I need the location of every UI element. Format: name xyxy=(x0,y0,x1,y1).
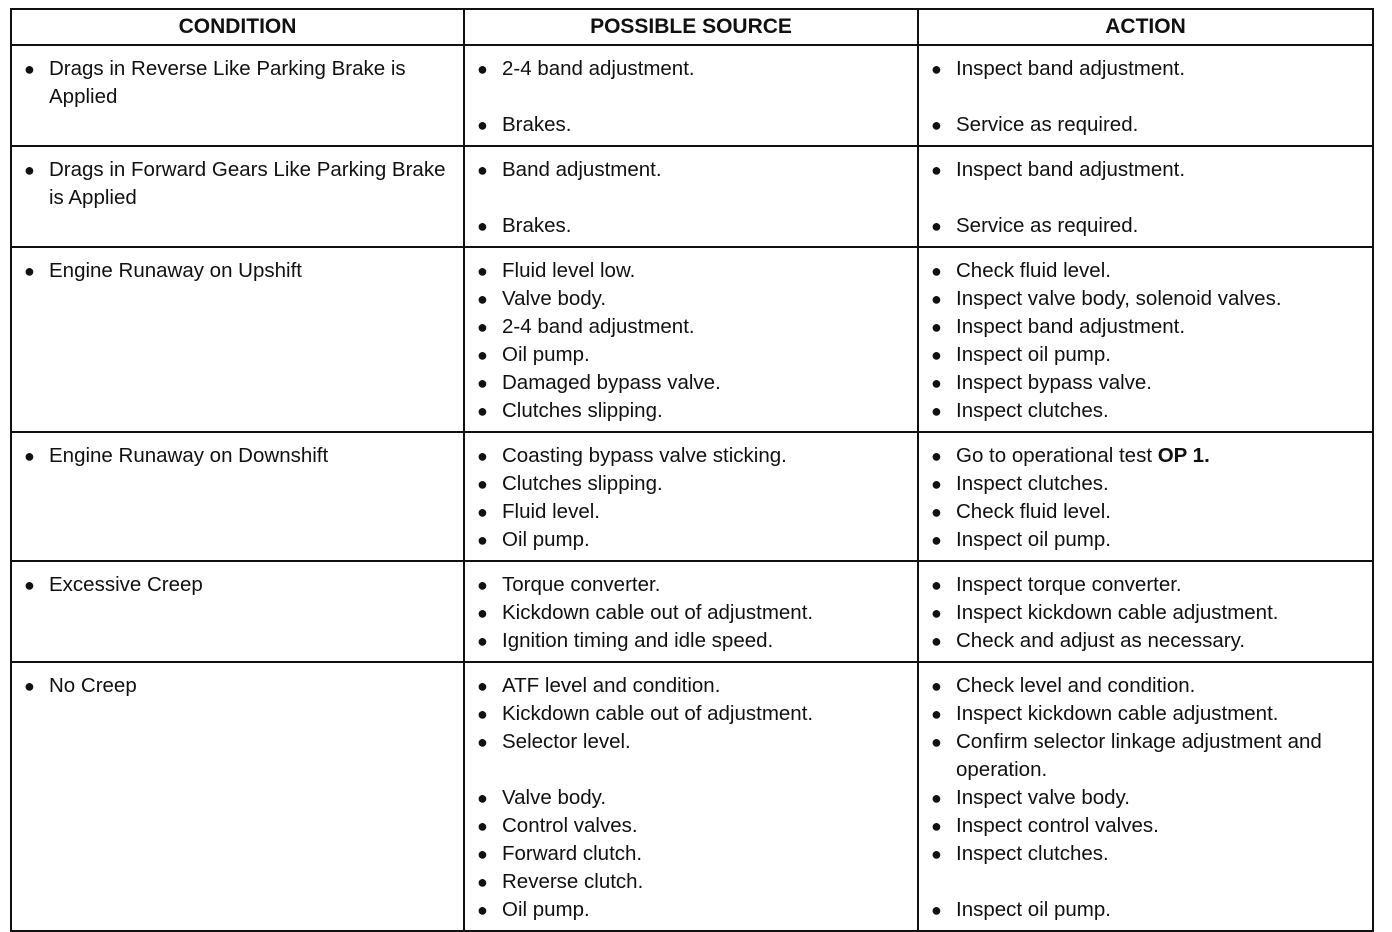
bullet-icon: ● xyxy=(931,732,942,752)
bullet-icon: ● xyxy=(477,575,488,595)
bullet-icon: ● xyxy=(931,373,942,393)
bullet-icon: ● xyxy=(477,530,488,550)
bullet-icon: ● xyxy=(931,844,942,864)
bullet-icon: ● xyxy=(931,676,942,696)
bullet-icon: ● xyxy=(477,345,488,365)
bullet-icon: ● xyxy=(931,216,942,236)
source-text: Brakes. xyxy=(502,214,572,237)
action-text: Inspect torque converter. xyxy=(956,573,1182,596)
bullet-icon: ● xyxy=(931,900,942,920)
action-cell xyxy=(918,561,1373,662)
table-row xyxy=(11,45,1373,146)
bullet-icon: ● xyxy=(931,160,942,180)
condition-text: Drags in Forward Gears Like Parking Brake is Applied xyxy=(49,158,446,209)
source-text: Clutches slipping. xyxy=(502,399,663,422)
action-text: Inspect clutches. xyxy=(956,399,1109,422)
bullet-icon: ● xyxy=(24,261,35,281)
bullet-icon: ● xyxy=(931,530,942,550)
bullet-icon: ● xyxy=(477,59,488,79)
bullet-icon: ● xyxy=(477,872,488,892)
bullet-icon: ● xyxy=(477,502,488,522)
source-text: Oil pump. xyxy=(502,898,590,921)
source-text: ATF level and condition. xyxy=(502,674,721,697)
source-cell xyxy=(464,561,918,662)
bullet-icon: ● xyxy=(477,261,488,281)
bullet-icon: ● xyxy=(477,474,488,494)
action-cell xyxy=(918,247,1373,432)
condition-cell xyxy=(11,247,464,432)
action-text: Check fluid level. xyxy=(956,259,1111,282)
action-text: Inspect bypass valve. xyxy=(956,371,1152,394)
source-text: Torque converter. xyxy=(502,573,661,596)
source-text: Coasting bypass valve sticking. xyxy=(502,444,787,467)
bullet-icon: ● xyxy=(477,788,488,808)
source-text: Valve body. xyxy=(502,287,607,310)
action-text: Inspect clutches. xyxy=(956,472,1109,495)
bullet-icon: ● xyxy=(931,816,942,836)
condition-text: Excessive Creep xyxy=(49,573,203,596)
bullet-icon: ● xyxy=(931,345,942,365)
source-text: Ignition timing and idle speed. xyxy=(502,629,774,652)
source-text: Valve body. xyxy=(502,786,607,809)
bullet-icon: ● xyxy=(477,401,488,421)
action-text: Inspect clutches. xyxy=(956,842,1109,865)
bullet-icon: ● xyxy=(931,289,942,309)
bullet-icon: ● xyxy=(931,704,942,724)
action-text: Check fluid level. xyxy=(956,500,1111,523)
source-text: Clutches slipping. xyxy=(502,472,663,495)
condition-text: Engine Runaway on Upshift xyxy=(49,259,302,282)
action-text: Check and adjust as necessary. xyxy=(956,629,1246,652)
bullet-icon: ● xyxy=(477,373,488,393)
source-text: Fluid level low. xyxy=(502,259,636,282)
source-text: Forward clutch. xyxy=(502,842,643,865)
header-action: ACTION xyxy=(918,9,1373,45)
action-text: Inspect kickdown cable adjustment. xyxy=(956,702,1279,725)
source-text: Band adjustment. xyxy=(502,158,662,181)
action-text: Inspect band adjustment. xyxy=(956,315,1186,338)
source-text: Brakes. xyxy=(502,113,572,136)
source-text: Oil pump. xyxy=(502,343,590,366)
action-text: Inspect control valves. xyxy=(956,814,1159,837)
source-text: 2-4 band adjustment. xyxy=(502,315,695,338)
header-possible-source: POSSIBLE SOURCE xyxy=(464,9,918,45)
bullet-icon: ● xyxy=(477,704,488,724)
condition-text: No Creep xyxy=(49,674,137,697)
bullet-icon: ● xyxy=(477,676,488,696)
source-cell xyxy=(464,432,918,561)
bullet-icon: ● xyxy=(931,59,942,79)
bullet-icon: ● xyxy=(931,631,942,651)
bullet-icon: ● xyxy=(477,900,488,920)
bullet-icon: ● xyxy=(477,844,488,864)
action-text: Inspect valve body. xyxy=(956,786,1130,809)
bullet-icon: ● xyxy=(24,59,35,79)
bullet-icon: ● xyxy=(477,216,488,236)
source-text: Fluid level. xyxy=(502,500,600,523)
action-text: Service as required. xyxy=(956,113,1139,136)
source-cell xyxy=(464,45,918,146)
source-cell xyxy=(464,662,918,931)
bullet-icon: ● xyxy=(477,631,488,651)
bullet-icon: ● xyxy=(477,446,488,466)
diagnosis-table xyxy=(10,8,1374,932)
table-row xyxy=(11,146,1373,247)
condition-cell xyxy=(11,45,464,146)
action-text: Inspect band adjustment. xyxy=(956,57,1186,80)
action-text: Check level and condition. xyxy=(956,674,1196,697)
header-row xyxy=(11,9,1373,45)
action-cell xyxy=(918,45,1373,146)
bullet-icon: ● xyxy=(477,816,488,836)
condition-cell xyxy=(11,662,464,931)
bullet-icon: ● xyxy=(477,115,488,135)
table-row xyxy=(11,432,1373,561)
bullet-icon: ● xyxy=(931,474,942,494)
source-text: Kickdown cable out of adjustment. xyxy=(502,702,814,725)
bullet-icon: ● xyxy=(24,160,35,180)
bullet-icon: ● xyxy=(477,289,488,309)
bullet-icon: ● xyxy=(477,160,488,180)
condition-cell xyxy=(11,561,464,662)
bullet-icon: ● xyxy=(477,317,488,337)
bullet-icon: ● xyxy=(931,502,942,522)
action-text: Confirm selector linkage adjustment and operation. xyxy=(956,730,1322,781)
action-text: Inspect oil pump. xyxy=(956,528,1111,551)
source-text: Kickdown cable out of adjustment. xyxy=(502,601,814,624)
header-condition: CONDITION xyxy=(11,9,464,45)
bullet-icon: ● xyxy=(477,603,488,623)
action-text: Service as required. xyxy=(956,214,1139,237)
action-text-prefix: Go to operational test xyxy=(956,444,1158,467)
condition-cell xyxy=(11,432,464,561)
bullet-icon: ● xyxy=(931,603,942,623)
condition-cell xyxy=(11,146,464,247)
condition-text: Engine Runaway on Downshift xyxy=(49,444,329,467)
action-text: Inspect oil pump. xyxy=(956,343,1111,366)
action-cell xyxy=(918,662,1373,931)
bullet-icon: ● xyxy=(931,401,942,421)
source-text: 2-4 band adjustment. xyxy=(502,57,695,80)
table-row xyxy=(11,662,1373,931)
bullet-icon: ● xyxy=(24,575,35,595)
bullet-icon: ● xyxy=(931,261,942,281)
bullet-icon: ● xyxy=(931,575,942,595)
action-text xyxy=(956,442,1364,470)
bullet-icon: ● xyxy=(931,446,942,466)
source-cell xyxy=(464,146,918,247)
source-text: Control valves. xyxy=(502,814,638,837)
action-text: Inspect kickdown cable adjustment. xyxy=(956,601,1279,624)
action-cell xyxy=(918,432,1373,561)
action-text: Inspect valve body, solenoid valves. xyxy=(956,287,1282,310)
table-row xyxy=(11,561,1373,662)
bullet-icon: ● xyxy=(477,732,488,752)
bullet-icon: ● xyxy=(931,317,942,337)
action-text: Inspect band adjustment. xyxy=(956,158,1186,181)
bullet-icon: ● xyxy=(24,676,35,696)
bullet-icon: ● xyxy=(931,115,942,135)
bullet-icon: ● xyxy=(24,446,35,466)
action-text: Inspect oil pump. xyxy=(956,898,1111,921)
source-text: Selector level. xyxy=(502,730,631,753)
action-cell xyxy=(918,146,1373,247)
source-text: Damaged bypass valve. xyxy=(502,371,721,394)
table-row xyxy=(11,247,1373,432)
source-cell xyxy=(464,247,918,432)
condition-text: Drags in Reverse Like Parking Brake is Applied xyxy=(49,57,406,108)
source-text: Oil pump. xyxy=(502,528,590,551)
operational-test-ref: OP 1. xyxy=(1157,444,1210,467)
source-text: Reverse clutch. xyxy=(502,870,644,893)
bullet-icon: ● xyxy=(931,788,942,808)
